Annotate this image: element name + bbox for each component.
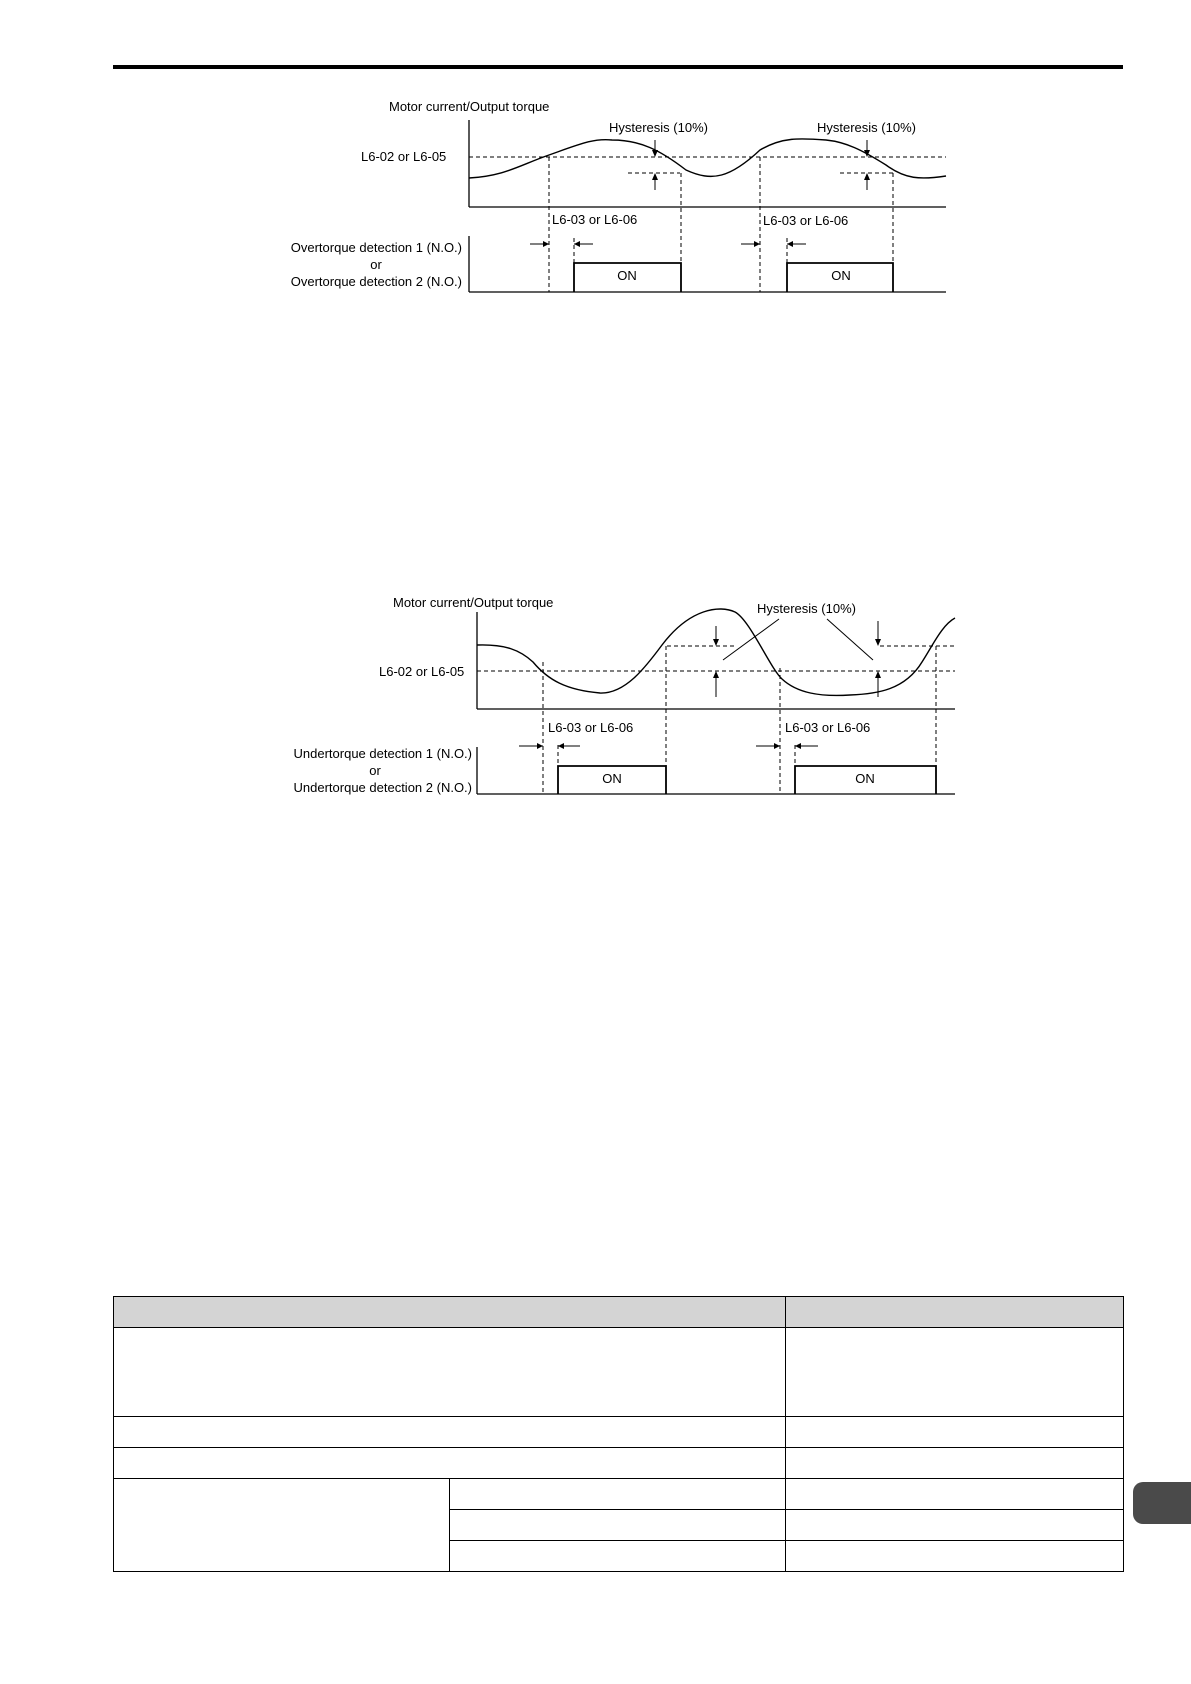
ut-time-2-label: L6-03 or L6-06 — [785, 720, 871, 735]
ut-hyst-leader-1 — [723, 619, 779, 660]
ot-time-1-label: L6-03 or L6-06 — [552, 212, 638, 227]
spec-table-header-row — [114, 1297, 1124, 1328]
ut-time-1-right-arrow — [558, 743, 564, 749]
table-cell — [786, 1448, 1124, 1479]
ut-hyst-2-arrow-up — [875, 671, 881, 678]
table-row — [114, 1448, 1124, 1479]
ot-pulse-2-label: ON — [831, 268, 851, 283]
ut-hyst-2-arrow-down — [875, 639, 881, 646]
ut-time-2-right-arrow — [795, 743, 801, 749]
table-cell — [450, 1479, 786, 1510]
spec-table-header-cell — [786, 1297, 1124, 1328]
ut-hyst-1-arrow-up — [713, 671, 719, 678]
ot-output-line-1: Overtorque detection 1 (N.O.) — [290, 240, 462, 255]
ut-output-line-2: Undertorque detection 2 (N.O.) — [293, 780, 472, 795]
table-cell — [786, 1328, 1124, 1417]
ut-time-2-left-arrow — [774, 743, 780, 749]
ot-level-label: L6-02 or L6-05 — [361, 149, 447, 164]
ut-hysteresis-label: Hysteresis (10%) — [757, 601, 856, 616]
ut-time-1-left-arrow — [537, 743, 543, 749]
ut-hyst-1-arrow-down — [713, 639, 719, 646]
ut-hyst-leader-2 — [827, 619, 873, 660]
table-row — [114, 1479, 1124, 1510]
table-cell — [450, 1510, 786, 1541]
ut-time-1-label: L6-03 or L6-06 — [548, 720, 634, 735]
table-cell — [786, 1479, 1124, 1510]
chapter-side-tab — [1133, 1482, 1191, 1524]
ot-pulse-1-label: ON — [617, 268, 637, 283]
table-cell — [114, 1448, 786, 1479]
table-cell — [114, 1479, 450, 1572]
ot-output-line-or: or — [370, 257, 382, 272]
table-cell — [114, 1328, 786, 1417]
spec-table — [113, 1296, 1124, 1572]
ut-output-line-1: Undertorque detection 1 (N.O.) — [293, 746, 472, 761]
ut-y-axis-title: Motor current/Output torque — [393, 595, 554, 610]
ut-pulse-1-label: ON — [602, 771, 622, 786]
table-cell — [786, 1510, 1124, 1541]
table-row — [114, 1417, 1124, 1448]
ut-level-label: L6-02 or L6-05 — [379, 664, 465, 679]
ot-hysteresis-1-label: Hysteresis (10%) — [609, 120, 708, 135]
table-cell — [786, 1541, 1124, 1572]
table-cell — [114, 1417, 786, 1448]
table-cell — [450, 1541, 786, 1572]
table-row — [114, 1328, 1124, 1417]
ot-time-2-label: L6-03 or L6-06 — [763, 213, 849, 228]
spec-table-header-cell — [114, 1297, 786, 1328]
ut-pulse-2-label: ON — [855, 771, 875, 786]
ot-y-axis-title: Motor current/Output torque — [389, 99, 550, 114]
table-cell — [786, 1417, 1124, 1448]
ot-output-line-2: Overtorque detection 2 (N.O.) — [290, 274, 462, 289]
ut-output-line-or: or — [369, 763, 381, 778]
undertorque-timing-diagram — [0, 0, 1191, 820]
ot-hysteresis-2-label: Hysteresis (10%) — [817, 120, 916, 135]
